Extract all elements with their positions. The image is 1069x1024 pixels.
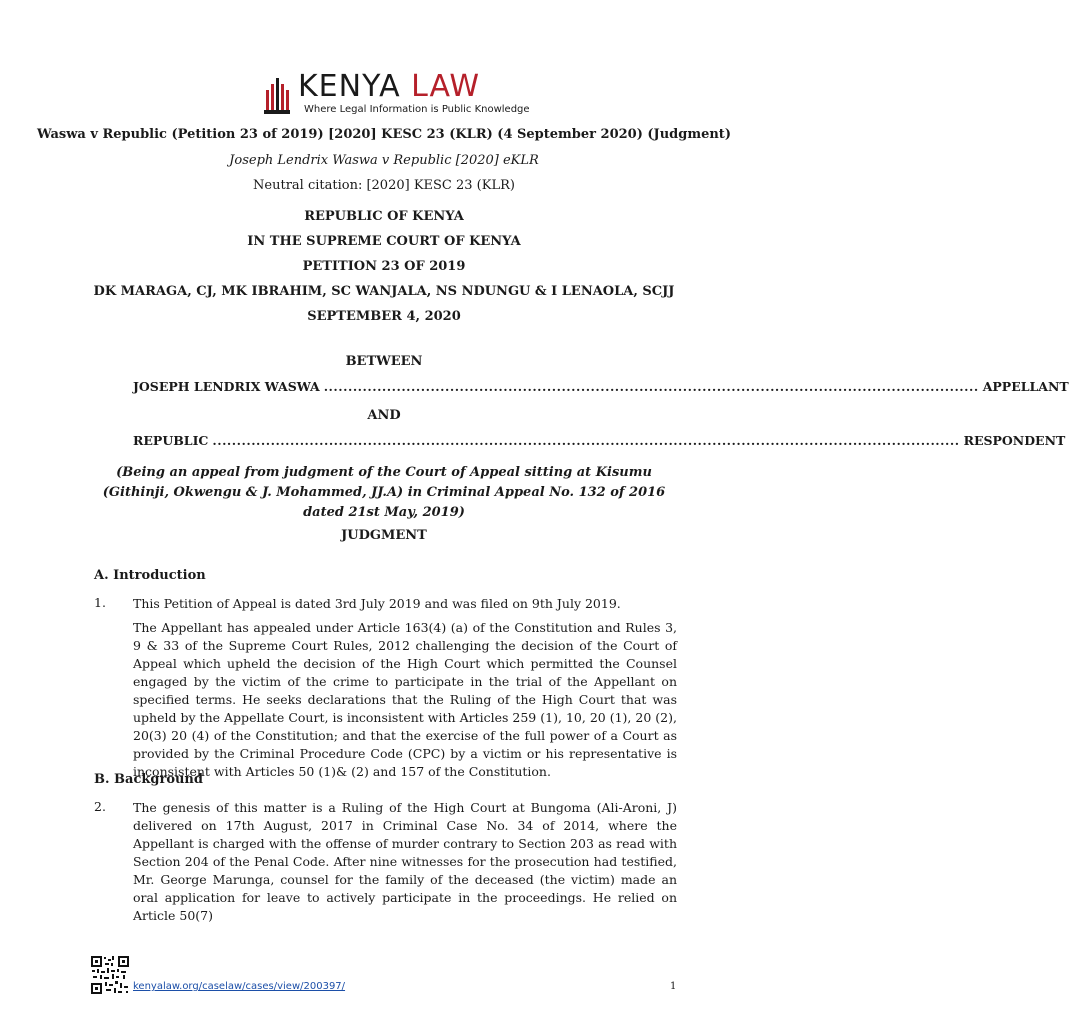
case-short-title: Joseph Lendrix Waswa v Republic [2020] eKLR: [229, 153, 539, 168]
and-label: AND: [367, 408, 401, 423]
logo-tagline: Where Legal Information is Public Knowledge: [304, 104, 530, 115]
judgment-heading: JUDGMENT: [341, 528, 427, 543]
paragraph-number: 2.: [94, 799, 106, 814]
logo-wordmark: KENYA LAW: [298, 69, 481, 104]
kenya-law-logo: [262, 69, 530, 118]
appellant-name: JOSEPH LENDRIX WASWA: [133, 379, 320, 394]
appeal-note: (Being an appeal from judgment of the Court of Appeal sitting at Kisumu (Githinji, Okwengu & J. Mohammed, JJ.A) in Criminal Appeal No. 132 of 2016 dated 21st May, 2019): [102, 465, 666, 520]
between-label: BETWEEN: [345, 354, 423, 369]
respondent-role: RESPONDENT: [963, 433, 1066, 448]
qr-code-icon: [90, 955, 130, 995]
case-url-link[interactable]: kenyalaw.org/caselaw/cases/view/200397/: [133, 981, 346, 992]
section-heading-background: B. Background: [94, 772, 203, 787]
paragraph-1a: This Petition of Appeal is dated 3rd July 2019 and was filed on 9th July 2019.: [133, 596, 621, 611]
judges-line: DK MARAGA, CJ, MK IBRAHIM, SC WANJALA, NS NDUNGU & I LENAOLA, SCJJ: [93, 284, 675, 299]
paragraph-1b: The Appellant has appealed under Article 163(4) (a) of the Constitution and Rules 3, 9 & 33 of the Supreme Court Rules, 2012 challenging the decision of the Court of Appeal which upheld the decision of the High Court which permitted the Counsel engaged by the victim of the crime to participate in the trial of the Appellant on specified terms. He seeks declarations that the Ruling of the High Court that was upheld by the Appellate Court, is inconsistent with Articles 259 (1), 10, 20 (1), 20 (2), 20(3) 20 (4) of the Constitution; and that the exercise of the full power of a Court as provided by the Criminal Procedure Code (CPC) by a victim or his representative is inconsistent with Articles 50 (1)& (2) and 157 of the Constitution.: [133, 620, 677, 779]
appellant-role: APPELLANT: [982, 379, 1069, 394]
case-title: Waswa v Republic (Petition 23 of 2019) [2020] KESC 23 (KLR) (4 September 2020) (Judgment): [37, 127, 731, 142]
court-heading: IN THE SUPREME COURT OF KENYA: [247, 234, 521, 249]
paragraph-number: 1.: [94, 595, 106, 610]
respondent-line: [133, 433, 1066, 448]
page-number: 1: [670, 981, 677, 992]
judgment-date: SEPTEMBER 4, 2020: [307, 309, 461, 324]
neutral-citation: Neutral citation: [2020] KESC 23 (KLR): [253, 178, 515, 193]
paragraph-2: The genesis of this matter is a Ruling of the High Court at Bungoma (Ali-Aroni, J) delivered on 17th August, 2017 in Criminal Case No. 34 of 2014, where the Appellant is charged with the offense of murder contrary to Section 203 as read with Section 204 of the Penal Code. After nine witnesses for the prosecution had testified, Mr. George Marunga, counsel for the family of the deceased (the victim) made an oral application for leave to actively participate in the proceedings. He relied on Article 50(7): [133, 800, 677, 923]
leader-dots: ..........................................................................................................................................................: [212, 433, 960, 448]
respondent-name: REPUBLIC: [133, 433, 209, 448]
appellant-line: [133, 379, 1069, 394]
pillars-icon: [262, 74, 292, 114]
section-heading-introduction: A. Introduction: [94, 568, 206, 583]
country-heading: REPUBLIC OF KENYA: [304, 209, 464, 224]
petition-heading: PETITION 23 OF 2019: [302, 259, 466, 274]
leader-dots: .......................................................................................................................................: [323, 379, 979, 394]
